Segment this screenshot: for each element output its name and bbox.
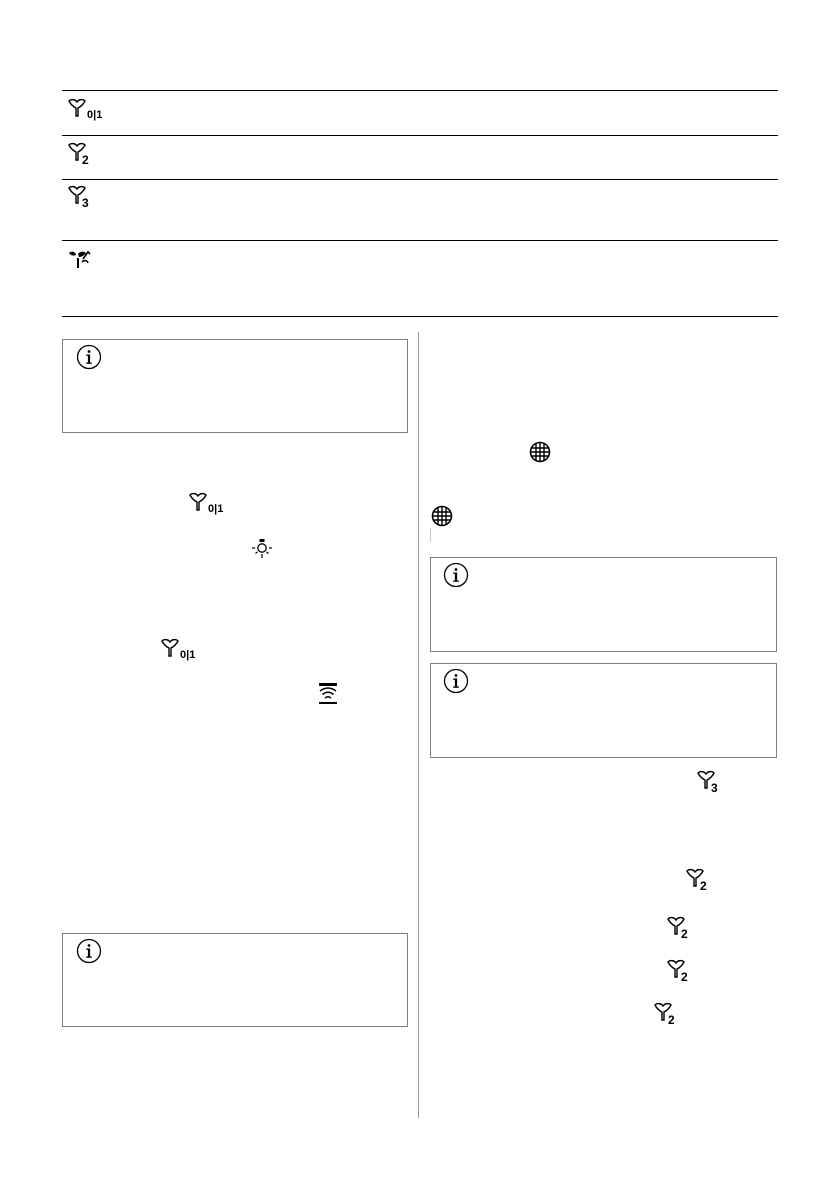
fan-0-1-icon — [66, 98, 102, 120]
fan-speed-2-icon — [652, 1002, 682, 1026]
grease-filter-icon — [431, 505, 453, 527]
table-row-fan-on-off — [62, 91, 778, 135]
svg-text:2: 2 — [681, 927, 688, 941]
fan-0-1-icon — [187, 492, 223, 514]
svg-text:0|1: 0|1 — [87, 109, 103, 121]
table-row-fan-speed-2 — [62, 136, 778, 179]
info-note-box — [62, 933, 408, 1027]
info-note-box — [430, 557, 777, 652]
fan-speed-2-icon — [66, 142, 96, 166]
fan-speed-2-icon — [665, 959, 695, 983]
info-note-box — [62, 339, 408, 433]
svg-text:2: 2 — [82, 153, 89, 167]
svg-text:0|1: 0|1 — [180, 649, 196, 661]
fan-0-1-icon — [159, 638, 195, 660]
info-icon — [76, 344, 102, 370]
fan-speed-2-icon — [684, 868, 714, 892]
table-row-fan-boost — [62, 241, 778, 316]
faint-rule — [430, 528, 431, 542]
column-divider — [418, 332, 419, 1118]
info-icon — [443, 562, 469, 588]
info-note-box — [430, 663, 777, 758]
table-rule-bottom — [62, 316, 778, 317]
svg-text:2: 2 — [668, 1013, 675, 1027]
svg-text:0|1: 0|1 — [208, 503, 224, 515]
svg-text:2: 2 — [681, 970, 688, 984]
svg-text:2: 2 — [700, 879, 707, 893]
svg-text:3: 3 — [711, 781, 718, 795]
light-bulb-icon — [250, 538, 274, 560]
table-row-fan-speed-3 — [62, 180, 778, 240]
fan-speed-3-icon — [695, 770, 725, 794]
grease-filter-icon — [529, 441, 551, 463]
fan-boost-icon — [66, 248, 94, 272]
info-icon — [76, 938, 102, 964]
svg-text:3: 3 — [82, 196, 89, 210]
info-icon — [443, 668, 469, 694]
fan-speed-3-icon — [66, 185, 96, 209]
hob2hood-signal-icon — [316, 682, 340, 706]
fan-speed-2-icon — [665, 916, 695, 940]
